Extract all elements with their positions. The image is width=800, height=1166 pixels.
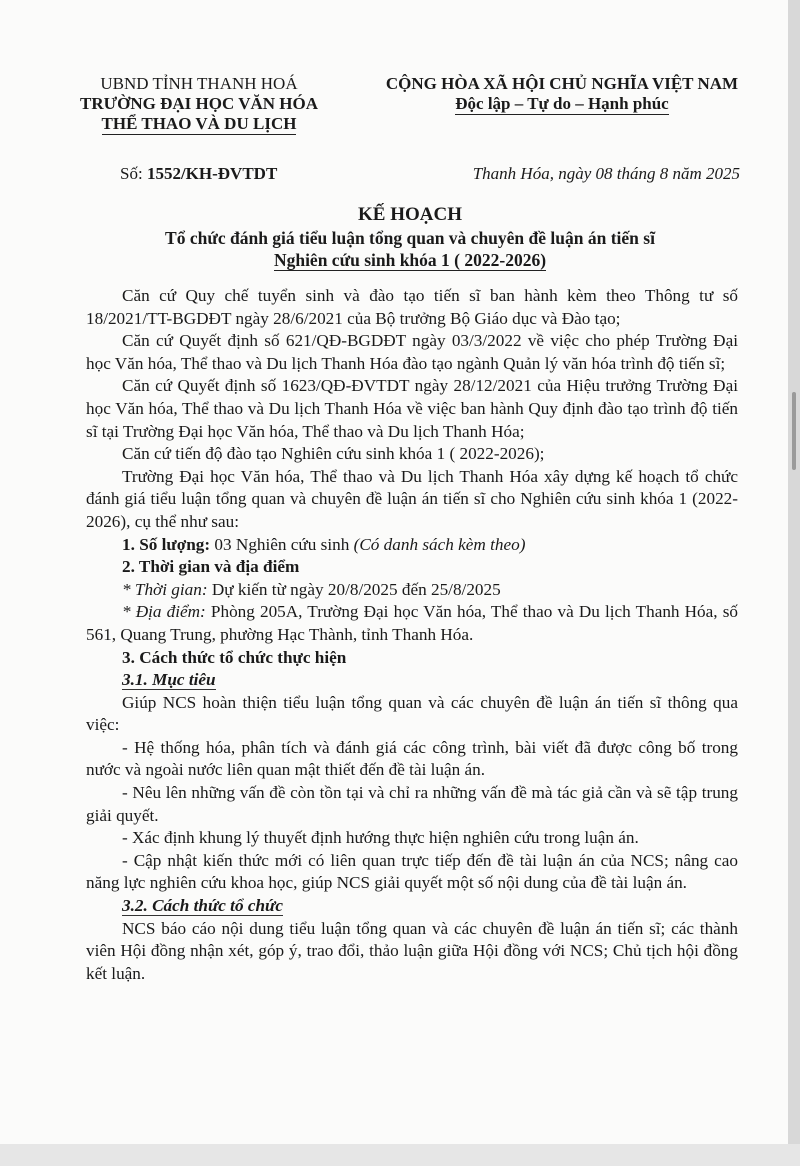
title-subject: Tổ chức đánh giá tiểu luận tổng quan và chuyên đề luận án tiến sĩ bbox=[165, 228, 655, 248]
document-date: Thanh Hóa, ngày 08 tháng 8 năm 2025 bbox=[472, 164, 740, 183]
title-cohort: Nghiên cứu sinh khóa 1 ( 2022-2026) bbox=[273, 250, 547, 270]
section-1-value: 03 Nghiên cứu sinh bbox=[210, 534, 354, 554]
time-value: Dự kiến từ ngày 20/8/2025 đến 25/8/2025 bbox=[207, 579, 501, 599]
objective-intro: Giúp NCS hoàn thiện tiểu luận tổng quan và các chuyên đề luận án tiến sĩ thông qua việc: bbox=[86, 692, 738, 735]
school-name-line2: THỂ THAO VÀ DU LỊCH bbox=[101, 114, 297, 133]
section-1-heading: 1. Số lượng: bbox=[122, 534, 211, 554]
place-label: * Địa điểm: bbox=[122, 602, 206, 622]
document-title bbox=[60, 203, 760, 271]
section-3-1-heading: 3.1. Mục tiêu bbox=[122, 670, 216, 690]
place-line bbox=[86, 601, 738, 646]
school-name-line1: TRƯỜNG ĐẠI HỌC VĂN HÓA bbox=[79, 94, 318, 113]
motto: Độc lập – Tự do – Hạnh phúc bbox=[455, 94, 669, 113]
scrollbar-thumb[interactable] bbox=[792, 392, 796, 470]
basis-paragraph-3: Căn cứ Quyết định số 1623/QĐ-ĐVTDT ngày 28/12/2021 của Hiệu trưởng Trường Đại học Văn hóa, Thể thao và Du lịch Thanh Hóa về việc ban hành Quy định đào tạo trình độ tiến sĩ tại Trường Đại học Văn hóa, Thể thao và Du lịch Thanh Hóa; bbox=[86, 376, 738, 441]
objective-item-2: - Nêu lên những vấn đề còn tồn tại và chỉ ra những vấn đề mà tác giả cần và sẽ tập trung giải quyết. bbox=[86, 783, 738, 825]
vertical-scrollbar[interactable] bbox=[788, 0, 800, 1166]
section-1 bbox=[86, 534, 738, 557]
section-2-heading: 2. Thời gian và địa điểm bbox=[122, 557, 300, 577]
document-number-label: Số: bbox=[120, 164, 147, 183]
objective-item-4: - Cập nhật kiến thức mới có liên quan trực tiếp đến đề tài luận án của NCS; nâng cao năng lực nghiên cứu khoa học, giúp NCS giải quyết một số nội dung của đề tài luận án. bbox=[86, 850, 738, 893]
objective-item-3: - Xác định khung lý thuyết định hướng thực hiện nghiên cứu trong luận án. bbox=[122, 828, 639, 848]
section-1-note: (Có danh sách kèm theo) bbox=[353, 534, 526, 554]
objective-item-1: - Hệ thống hóa, phân tích và đánh giá các công trình, bài viết đã được công bố trong nước và ngoài nước liên quan mật thiết đến đề tài luận án. bbox=[86, 737, 738, 780]
viewer-bottom-edge bbox=[0, 1144, 800, 1166]
section-3-heading: 3. Cách thức tổ chức thực hiện bbox=[122, 647, 347, 667]
national-header bbox=[352, 74, 772, 114]
document-number bbox=[120, 164, 277, 184]
basis-paragraph-1: Căn cứ Quy chế tuyển sinh và đào tạo tiến sĩ ban hành kèm theo Thông tư số 18/2021/TT-BGDĐT ngày 28/6/2021 của Bộ trưởng Bộ Giáo dục và Đào tạo; bbox=[86, 286, 738, 328]
document-number-value: 1552/KH-ĐVTDT bbox=[146, 164, 278, 183]
time-label: * Thời gian: bbox=[122, 579, 208, 599]
issuer-block bbox=[60, 74, 338, 134]
time-line bbox=[86, 579, 738, 602]
basis-paragraph-2: Căn cứ Quyết định số 621/QĐ-BGDĐT ngày 03/3/2022 về việc cho phép Trường Đại học Văn hóa, Thể thao và Du lịch Thanh Hóa đào tạo ngành Quản lý văn hóa trình độ tiến sĩ; bbox=[86, 331, 738, 373]
title-main: KẾ HOẠCH bbox=[358, 204, 462, 225]
intro-paragraph: Trường Đại học Văn hóa, Thể thao và Du lịch Thanh Hóa xây dựng kế hoạch tổ chức đánh giá tiểu luận tổng quan và chuyên đề luận án tiến sĩ cho Nghiên cứu sinh khóa 1 (2022-2026), cụ thể như sau: bbox=[86, 466, 738, 531]
agency-name: UBND TỈNH THANH HOÁ bbox=[100, 74, 298, 93]
section-3-2-heading: 3.2. Cách thức tổ chức bbox=[122, 896, 283, 916]
basis-paragraph-4: Căn cứ tiến độ đào tạo Nghiên cứu sinh khóa 1 ( 2022-2026); bbox=[122, 444, 545, 464]
place-value: Phòng 205A, Trường Đại học Văn hóa, Thể thao và Du lịch Thanh Hóa, số 561, Quang Trung, phường Hạc Thành, tỉnh Thanh Hóa. bbox=[86, 602, 738, 644]
document-body bbox=[86, 285, 738, 985]
organization-paragraph: NCS báo cáo nội dung tiểu luận tổng quan và các chuyên đề luận án tiến sĩ; các thành viên Hội đồng nhận xét, góp ý, trao đổi, thảo luận giữa Hội đồng với NCS; Chủ tịch hội đồng kết luận. bbox=[86, 918, 738, 983]
nation-name: CỘNG HÒA XÃ HỘI CHỦ NGHĨA VIỆT NAM bbox=[385, 74, 739, 93]
